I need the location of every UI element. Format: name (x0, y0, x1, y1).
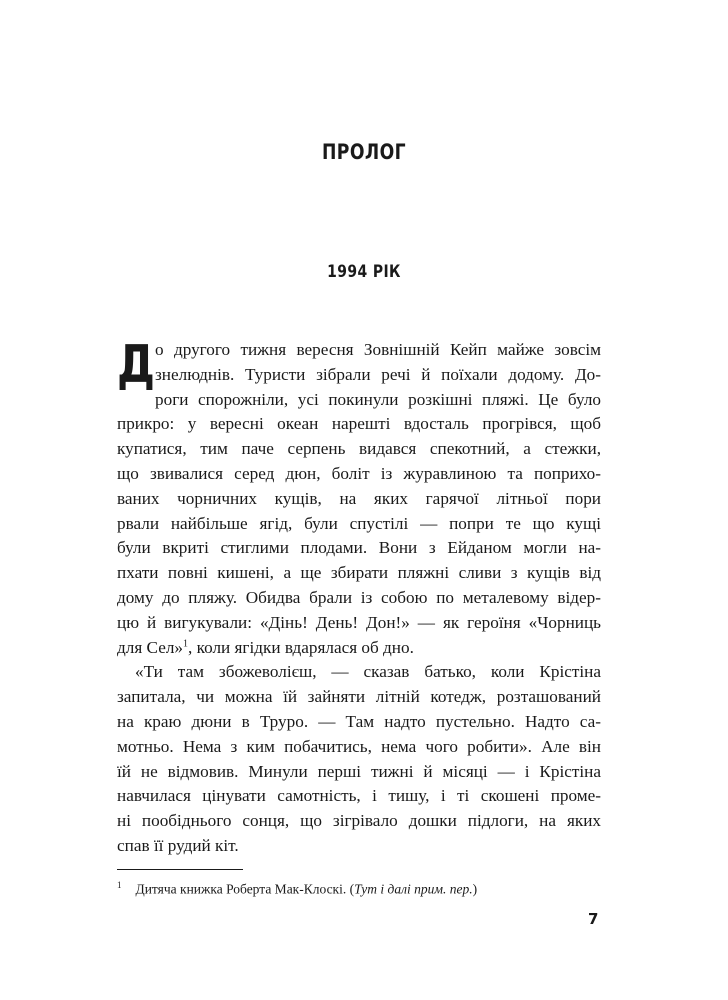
text-line: навчилася цінувати самотність, і тишу, і ті скошені проме- (117, 786, 601, 806)
text-line: запитала, чи можна їй зайняти літній котедж, розташований (117, 687, 601, 707)
footnote-marker: 1 (117, 880, 122, 890)
text-line: роги спорожніли, усі покинули розкішні пляжі. Це було (155, 389, 601, 409)
text-line: ні пообіднього сонця, що зігрівало дошки підлоги, на яких (117, 811, 601, 831)
text-line: о другого тижня вересня Зовнішній Кейп майже зовсім (155, 340, 601, 359)
text-line-last: спав її рудий кіт. (117, 835, 239, 855)
text-fragment: для Сел» (117, 637, 183, 657)
text-line-last (117, 636, 601, 661)
chapter-title: ПРОЛОГ (321, 140, 407, 164)
footnote-italic-text: Тут і далі прим. пер. (354, 881, 473, 897)
text-line: були вкриті стиглими плодами. Вони з Ейданом могли на- (117, 538, 601, 558)
text-line: ваних чорничних кущів, на яких гарячої літньої пори (117, 488, 601, 508)
footnote-divider (117, 869, 243, 870)
text-line: «Ти там збожеволієш, — сказав батько, коли Крістіна (135, 662, 601, 682)
text-line: знелюднів. Туристи зібрали речі й поїхали додому. До- (155, 364, 601, 384)
footnote-text-end: ) (472, 881, 478, 897)
text-line: купатися, тим паче серпень видався спекотний, а стежки, (117, 439, 601, 459)
text-line: мотньо. Нема з ким побачитись, нема чого робити». Але він (117, 736, 601, 756)
text-line: пхати повні кишені, а ще збирати пляжні сливи з кущів від (117, 563, 601, 583)
body-text (117, 335, 601, 859)
text-line: рвали найбільше ягід, були спустілі — попри те що кущі (117, 513, 601, 533)
text-line: їй не відмовив. Минули перші тижні й місяці — і Крістіна (117, 761, 601, 781)
page-number: 7 (588, 910, 599, 928)
text-fragment: , коли ягідки вдарялася об дно. (188, 637, 414, 657)
text-line: що звивалися серед дюн, боліт із журавлиною та поприхо- (117, 463, 601, 483)
footnote (117, 876, 601, 899)
paragraph-2 (117, 660, 601, 858)
footnote-reference[interactable]: 1 (183, 637, 188, 649)
chapter-subtitle: 1994 РІК (327, 262, 401, 282)
footnote-text: Дитяча книжка Роберта Мак-Клоскі. ( (135, 881, 355, 897)
text-line: прикро: у вересні океан нарешті вдосталь прогрівся, щоб (117, 414, 601, 434)
text-line: на краю дюни в Труро. — Там надто пустельно. Надто са- (117, 711, 601, 731)
text-line: дому до пляжу. Обидва брали із собою по металевому відер- (117, 587, 601, 607)
paragraph-1 (117, 335, 601, 660)
text-line: цю й вигукували: «Дінь! День! Дон!» — як героїня «Чорниць (117, 612, 601, 632)
drop-cap: Д (117, 335, 155, 395)
